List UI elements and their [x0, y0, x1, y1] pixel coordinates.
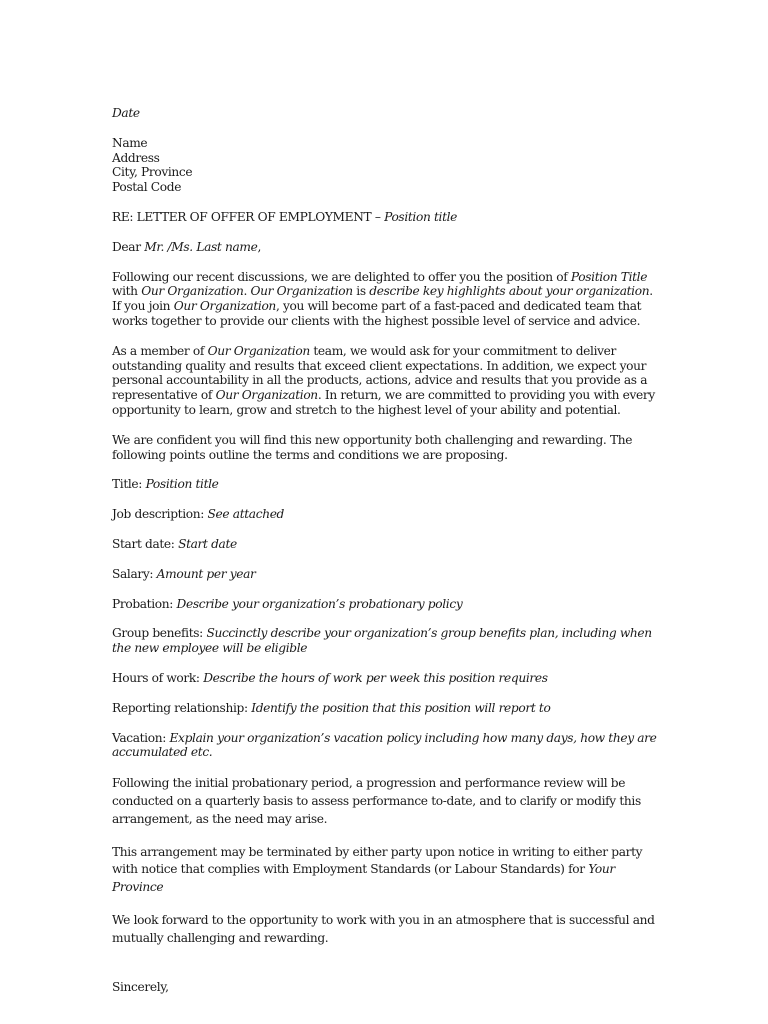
termination-paragraph: This arrangement may be terminated by either party upon notice in writing to either party with notice that complies with Employment Standards (or Labour Standards) for Your Province — [112, 844, 643, 895]
letter-date: Date — [112, 106, 140, 120]
commitment-paragraph: As a member of Our Organization team, we would ask for your commitment to deliver outstanding quality and results that exceed client expectations. In addition, we expect your personal accountability in all the products, actions, advice and results that you provide as a representative of Our Organization. In return, we are committed to providing you with every opportunity to learn, grow and stretch to the highest level of your ability and potential. — [112, 343, 655, 417]
intro-paragraph: Following our recent discussions, we are delighted to offer you the position of Position Title with Our Organization. Our Organization is describe key highlights about your organization. If you join Our Organization, you will become part of a fast-paced and dedicated team that works together to provide our clients with the highest possible level of service and advice. — [112, 269, 653, 328]
term-vacation: Vacation: Explain your organization’s vacation policy including how many days, how they are accumulated etc. — [112, 730, 657, 760]
term-start-date: Start date: Start date — [112, 536, 237, 551]
term-job-description: Job description: See attached — [112, 507, 285, 522]
sign-off: Sincerely, — [112, 980, 169, 995]
recipient-postal: Postal Code — [112, 180, 182, 195]
term-title: Title: Position title — [112, 477, 219, 492]
review-paragraph: Following the initial probationary period, a progression and performance review will be conducted on a quarterly basis to assess performance to-date, and to clarify or modify this arrangement, as the need may arise. — [112, 776, 641, 826]
re-line: RE: LETTER OF OFFER OF EMPLOYMENT – Position title — [112, 209, 458, 224]
term-reporting-relationship: Reporting relationship: Identify the position that this position will report to — [112, 700, 551, 715]
closing-paragraph: We look forward to the opportunity to work with you in an atmosphere that is successful and mutually challenging and rewarding. — [112, 912, 655, 945]
recipient-street: Address — [112, 150, 160, 165]
term-probation: Probation: Describe your organization’s probationary policy — [112, 596, 463, 611]
salutation: Dear Mr. /Ms. Last name, — [112, 239, 262, 254]
term-group-benefits: Group benefits: Succinctly describe your organization’s group benefits plan, including when the new employee will be eligible — [112, 626, 652, 656]
recipient-city: City, Province — [112, 165, 193, 180]
letter-document — [112, 106, 657, 995]
terms-intro-paragraph: We are confident you will find this new opportunity both challenging and rewarding. The following points outline the terms and conditions we are proposing. — [112, 432, 633, 462]
terms-list — [112, 477, 657, 760]
recipient-address — [112, 136, 657, 195]
closing-spacer — [112, 962, 657, 980]
term-salary: Salary: Amount per year — [112, 566, 256, 581]
term-hours-of-work: Hours of work: Describe the hours of work per week this position requires — [112, 670, 548, 685]
recipient-name: Name — [112, 135, 148, 150]
